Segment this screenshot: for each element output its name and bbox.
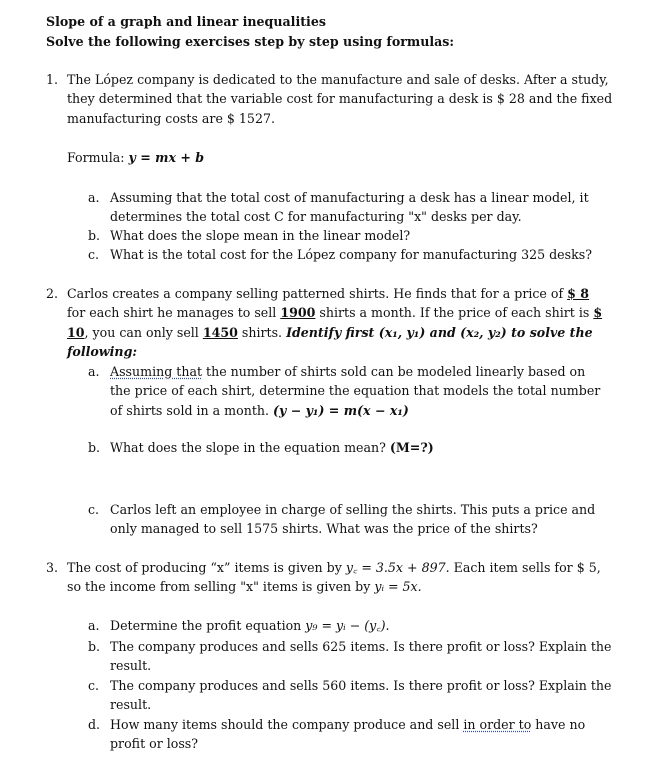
q2-instruction: Identify first (x₁, y₁) and (x₂, y₂) to solve the following:: [67, 324, 593, 360]
q1-a-label: a.: [88, 190, 100, 205]
q2-text-part: shirts.: [237, 324, 287, 340]
q3-a-label: a.: [88, 618, 100, 633]
q2-a-text: [110, 362, 608, 420]
q2-b-text: [110, 438, 615, 457]
q2-b-tag: (M=?): [389, 440, 434, 455]
q2-qty2: 1450: [202, 324, 238, 340]
q2-b-question: What does the slope in the equation mean?: [110, 440, 386, 455]
page-title: Slope of a graph and linear inequalities: [46, 14, 326, 29]
q3-d-label: d.: [88, 717, 101, 732]
q1-c-text: What is the total cost for the López company for manufacturing 325 desks?: [110, 247, 592, 262]
q2-text-part: for each shirt he manages to sell: [67, 305, 281, 321]
q2-c-text: Carlos left an employee in charge of selling the shirts. This puts a price and only managed to sell 1575 shirts. What was the price of the shirts?: [110, 502, 596, 537]
q3-a-question: Determine the profit equation: [110, 618, 306, 633]
q2-c-label: c.: [88, 502, 100, 517]
q2-price1: $ 8: [567, 286, 590, 301]
q1-a-text: Assuming that the total cost of manufacturing a desk has a linear model, it determines the total cost C for manufacturing "x" desks per day.: [110, 190, 589, 225]
q2-text: [67, 284, 607, 362]
q1-b-text: What does the slope mean in the linear model?: [110, 228, 411, 243]
q2-text-part: , you can only sell: [84, 324, 203, 340]
q2-a-formula: (y − y₁) = m(x − x₁): [273, 402, 409, 418]
q2-number: 2.: [46, 286, 59, 301]
q2-a-dotted: Assuming that: [110, 364, 203, 379]
q3-b-text: The company produces and sells 625 items. Is there profit or loss? Explain the result.: [110, 639, 612, 674]
q3-income-eq: yᵢ = 5x.: [374, 579, 422, 595]
q3-d-part: How many items should the company produce and sell: [110, 717, 464, 732]
q2-text-part: shirts a month. If the price of each shirt is: [315, 305, 594, 321]
q3-number: 3.: [46, 560, 59, 575]
q3-c-label: c.: [88, 678, 100, 693]
q3-cost-eq: y꜀ = 3.5x + 897.: [345, 560, 450, 575]
q2-b-label: b.: [88, 440, 101, 455]
q1-number: 1.: [46, 72, 59, 87]
q3-d-text: [110, 715, 615, 754]
q2-price2: $ 10: [67, 305, 603, 340]
q2-qty1: 1900: [280, 305, 316, 321]
q2-text-part: Carlos creates a company selling patterned shirts. He finds that for a price of: [67, 286, 568, 301]
q3-a-text: [110, 616, 615, 635]
q3-c-text: The company produces and sells 560 items. Is there profit or loss? Explain the result.: [110, 678, 612, 713]
q2-a-label: a.: [88, 364, 100, 379]
q1-c-label: c.: [88, 247, 100, 262]
q1-formula-label: Formula:: [67, 150, 125, 165]
q3-d-part: have no profit or loss?: [110, 717, 586, 752]
q3-text-part: The cost of producing “x” items is given by: [67, 560, 346, 575]
q1-formula: [67, 148, 627, 167]
q3-text-part: Each item sells for $ 5, so the income from selling "x" items is given by: [67, 560, 601, 595]
document-header: [46, 12, 454, 51]
q3-a-eq: y₉ = yᵢ − (y꜀).: [305, 618, 390, 633]
page-subtitle: Solve the following exercises step by step using formulas:: [46, 33, 455, 49]
q3-text: [67, 558, 612, 597]
q1-formula-eq: y = mx + b: [128, 150, 205, 165]
q3-b-label: b.: [88, 639, 101, 654]
q1-b-label: b.: [88, 228, 101, 243]
q3-d-dotted: in order to: [463, 717, 532, 732]
q2-a-rest: the number of shirts sold can be modeled linearly based on the price of each shirt, determine the equation that models the total number of shirts sold in a month.: [110, 364, 601, 418]
q1-text: The López company is dedicated to the manufacture and sale of desks. After a study, they determined that the variable cost for manufacturing a desk is $ 28 and the fixed manufacturing costs are $ 1527.: [67, 72, 613, 126]
